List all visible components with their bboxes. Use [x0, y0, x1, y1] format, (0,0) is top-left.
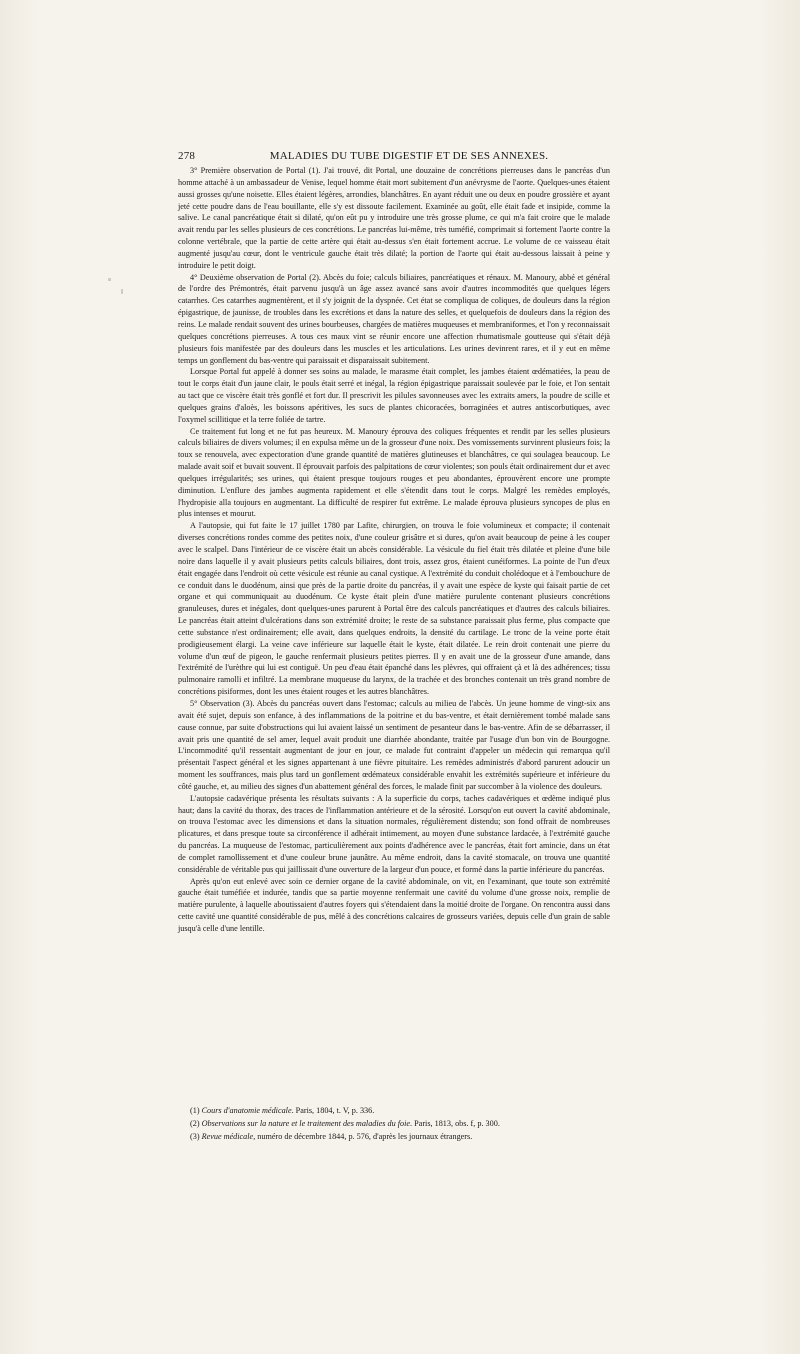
footnote-title: Observations sur la nature et le traitement des maladies du foie: [201, 1119, 411, 1129]
paragraph: L'autopsie cadavérique présenta les résultats suivants : A la superficie du corps, taches cadavériques et œdème indiqué plus haut; dans la cavité du thorax, des traces de l'inflammation antérieure et de la sérosité. Lorsqu'on eut ouvert la cavité abdominale, on trouva l'estomac avec les dimensions et dans la situation normales, régulièrement distendu; son fond offrait de nombreuses plicatures, et dans presque toute sa circonférence il adhérait intimement, au moyen d'une substance lardacée, à l'extrémité gauche du pancréas. La muqueuse de l'estomac, particulièrement aux points d'adhérence avec le pancréas, était fort amincie, dans un état de complet ramollissement et d'une couleur brune jaunâtre. Au même endroit, dans la cavité stomacale, on trouva une quantité considérable de véritable pus qui jaillissait d'une ouverture de la largeur d'un pouce, et formé dans la partie inférieure du pancréas.: [178, 793, 610, 874]
paragraph: Ce traitement fut long et ne fut pas heureux. M. Manoury éprouva des coliques fréquentes et rendit par les selles plusieurs calculs biliaires de divers volumes; il en expulsa même un de la grosseur d'une noix. Des vomissements survinrent plusieurs fois; la toux se renouvela, avec expectoration d'une grande quantité de matières glutineuses et blanchâtres, ce qui soulagea beaucoup. Le malade avait soif et buvait souvent. Il éprouvait parfois des palpitations de cœur violentes; son pouls était ordinairement dur et avec quelques irrégularités; ses urines, qui étaient presque toujours rouges et peu abondantes, éprouvèrent encore une prompte diminution. L'enflure des jambes augmenta rapidement et elle s'étendit dans tout le corps. Malgré les remèdes employés, l'hydropisie alla toujours en augmentant. La difficulté de respirer fut extrême. Le malade éprouva plusieurs syncopes de plus en plus intenses et mourut.: [178, 426, 610, 519]
footnote-text: . Paris, 1813, obs. f, p. 300.: [410, 1119, 500, 1129]
paper-speck: [108, 278, 111, 281]
paragraph: 5° Observation (3). Abcès du pancréas ouvert dans l'estomac; calculs au milieu de l'abcès. Un jeune homme de vingt-six ans avait été sujet, depuis son enfance, à des inflammations de la poitrine et du bas-ventre, et était dernièrement tombé malade sans cause connue, par suite d'obstructions qui lui avaient laissé un sentiment de pesanteur dans le bas-ventre. Afin de se débarrasser, il avait pris une quantité de sel amer, lequel avait produit une diarrhée abondante, traitée par l'usage d'un bon vin de Bourgogne. L'incommodité qu'il ressentait augmentant de jour en jour, ce malade fut contraint d'appeler un médecin qui remarqua qu'il présentait l'aspect général et les signes appartenant à une fièvre pituitaire. Les remèdes administrés d'abord parurent adoucir un moment les souffrances, mais plus tard un gonflement œdémateux considérable envahit les extrémités supérieure et inférieure du côté gauche, et, au milieu des signes d'un abattement général des forces, le malade finit par succomber à la violence des douleurs.: [178, 698, 610, 791]
paragraph: Lorsque Portal fut appelé à donner ses soins au malade, le marasme était complet, les jambes étaient œdématiées, la peau de tout le corps était d'un jaune clair, le pouls était serré et inégal, la région épigastrique paraissait soulevée par le foie, et l'on sentait au tact que ce viscère était très gonflé et fort dur. Il prescrivit les pilules savonneuses avec les extraits amers, la poudre de scille et quelques grains d'aloès, les boissons apéritives, les sucs de plantes chicoracées, borraginées et autres antiscorbutiques, avec l'oxymel scillitique et la terre foliée de tartre.: [178, 367, 610, 424]
footnote-mark: (1): [190, 1106, 200, 1115]
footnote-title: Revue médicale: [201, 1132, 254, 1142]
running-title: MALADIES DU TUBE DIGESTIF ET DE SES ANNEXES.: [269, 150, 549, 162]
footnote: [178, 1130, 610, 1143]
footnote-text: , numéro de décembre 1844, p. 576, d'après les journaux étrangers.: [253, 1132, 473, 1142]
page-header: [178, 150, 610, 166]
paper-speck: [121, 289, 123, 294]
footnotes: [178, 1104, 610, 1144]
page-number: 278: [178, 150, 196, 162]
footnote-mark: (3): [190, 1132, 200, 1142]
footnote: [178, 1117, 610, 1130]
paragraph: 4° Deuxième observation de Portal (2). Abcès du foie; calculs biliaires, pancréatiques et rénaux. M. Manoury, abbé et général de l'ordre des Prémontrés, était parvenu jusqu'à un âge assez avancé sans avoir d'autres incommodités que quelques légers catarrhes. Ces catarrhes augmentèrent, et il s'y joignit de la dyspnée. Cet état se compliqua de coliques, de douleurs dans la région épigastrique, de jaunisse, de troubles dans les excrétions et dans la nature des selles, et quelquefois de douleurs dans la région des reins. Le malade rendait souvent des urines bourbeuses, chargées de matières muqueuses et membraniformes, et l'on y reconnaissait quelques concrétions pierreuses. A tous ces maux vint se réunir encore une affection rhumatismale goutteuse qui s'était déjà plusieurs fois manifestée par des douleurs dans les muscles et les articulations. Les urines devinrent rares, et il y eut en même temps un gonflement du bas-ventre qui paraissait et disparaissait subitement.: [178, 272, 610, 365]
paragraph: Après qu'on eut enlevé avec soin ce dernier organe de la cavité abdominale, on vit, en l'examinant, que toute son extrémité gauche était tuméfiée et indurée, tandis que sa partie moyenne renfermait une cavité du volume d'une grosse noix, remplie de matière purulente, à laquelle aboutissaient d'autres foyers qui s'étendaient dans la moitié droite de l'organe. On rencontra aussi dans cette cavité une quantité considérable de pus, mêlé à des concrétions calcaires de grosseurs variées, depuis celle d'un grain de sable jusqu'à celle d'une lentille.: [178, 876, 610, 933]
footnote-text: . Paris, 1804, t. V, p. 336.: [291, 1106, 375, 1115]
footnote-mark: (2): [190, 1119, 200, 1129]
footnote: [178, 1104, 610, 1117]
footnote-title: Cours d'anatomie médicale: [201, 1106, 292, 1115]
body-text: [178, 165, 610, 935]
paragraph: A l'autopsie, qui fut faite le 17 juillet 1780 par Lafite, chirurgien, on trouva le foie volumineux et compacte; il contenait diverses concrétions rondes comme des petites noix, d'une couleur grisâtre et si dures, qu'on avait beaucoup de peine à les couper avec le scalpel. Dans l'intérieur de ce viscère était un abcès considérable. La vésicule du fiel était très dilatée et pleine d'une bile noire dans laquelle il y avait plusieurs petits calculs biliaires, dont trois, assez gros, étaient cunéiformes. La pointe de l'un d'eux était engagée dans l'endroit où cette vésicule est réunie au canal cystique. A l'extrémité du conduit cholédoque et à l'embouchure de ce conduit dans le duodénum, ainsi que près de la partie droite du pancréas, il y avait une espèce de kyste qui faisait partie de cet organe et qui communiquait au duodénum. Ce kyste était plein d'une matière purulente contenant plusieurs concrétions granuleuses, dures et inégales, dont quelques-unes parurent à Portal être des calculs pancréatiques et d'autres des calculs biliaires. Le pancréas était atteint d'ulcérations dans son extrémité droite; le reste de sa substance paraissait plus ferme, plus compacte que cette substance n'est ordinairement; elle avait, dans quelques endroits, la densité du cartilage. Le tronc de la veine porte était prodigieusement élargi. La veine cave inférieure sur laquelle était le kyste, était dilatée. Le rein droit contenait une pierre du volume d'un œuf de pigeon, le gauche renfermait plusieurs petites pierres. Il y en avait une de la grosseur d'une amande, dans l'extrémité de l'urèthre qui lui est contiguë. Un peu d'eau était épanché dans les plèvres, qui offraient çà et là des adhérences; tissu pulmonaire ramolli et infiltré. La membrane muqueuse du larynx, de la trachée et des bronches contenait un très grand nombre de concrétions pisiformes, dont les unes étaient rouges et les autres blanchâtres.: [178, 521, 610, 697]
paragraph: 3° Première observation de Portal (1). J'ai trouvé, dit Portal, une douzaine de concrétions pierreuses dans le pancréas d'un homme attaché à un ambassadeur de Venise, lequel homme était mort subitement d'un anévrysme de l'aorte. Quelques-unes étaient aussi grosses qu'une noisette. Elles étaient légères, arrondies, blanchâtres. En ayant réduit une ou deux en poudre grossière et ayant jeté cette poudre dans de l'eau bouillante, elle s'y est dissoute facilement. Examinée au goût, elle était fade et insipide, comme la salive. Le canal pancréatique était si dilaté, qu'on eût pu y introduire une très grosse plume, ce qui m'a fait croire que le malade avait rendu par les selles plusieurs de ces concrétions. Le pancréas lui-même, très tuméfié, comprimait si fortement l'aorte contre la colonne vertébrale, que la partie de cette artère qui était au-dessus s'en était fortement accrue. Le volume de ce vaisseau était augmenté jusqu'au cœur, dont le ventricule gauche était très dilaté; la portion de l'aorte qui était au-dessous laissait à peine y introduire le petit doigt.: [178, 166, 610, 270]
